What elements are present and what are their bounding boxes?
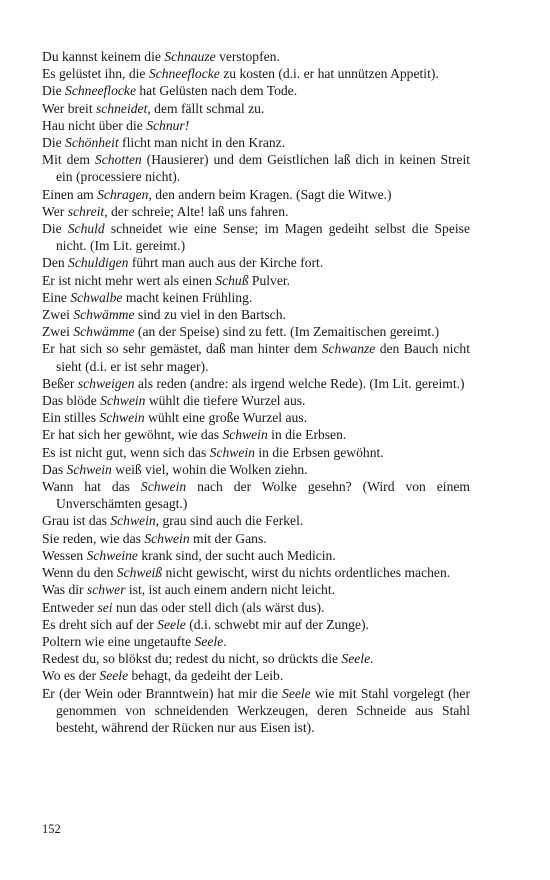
proverb-entry: Hau nicht über die Schnur! bbox=[42, 117, 190, 133]
proverb-entry: Es ist nicht gut, wenn sich das Schwein in die Erbsen gewöhnt. bbox=[42, 444, 384, 460]
proverb-entry: Mit dem Schotten (Hausierer) und dem Geistlichen laß dich in keinen Streit ein (processiere nicht). bbox=[42, 152, 471, 185]
proverb-entry: Er ist nicht mehr wert als einen Schuß Pulver. bbox=[42, 272, 291, 288]
proverb-entry: Das Schwein weiß viel, wohin die Wolken ziehn. bbox=[42, 461, 308, 477]
proverb-entry: Wann hat das Schwein nach der Wolke gesehn? (Wird von einem Unverschämten gesagt.) bbox=[42, 479, 470, 512]
proverb-entry: Zwei Schwämme (an der Speise) sind zu fett. (Im Zemaitischen gereimt.) bbox=[42, 324, 440, 340]
proverb-entry: Ein stilles Schwein wühlt eine große Wurzel aus. bbox=[42, 410, 307, 426]
proverb-entry: Einen am Schragen, den andern beim Kragen. (Sagt die Witwe.) bbox=[42, 186, 392, 202]
proverb-entry: Grau ist das Schwein, grau sind auch die Ferkel. bbox=[42, 513, 304, 529]
proverb-entry: Die Schönheit flicht man nicht in den Kranz. bbox=[42, 135, 286, 151]
proverb-entry: Es gelüstet ihn, die Schneeflocke zu kosten (d.i. er hat unnützen Appetit). bbox=[42, 66, 439, 82]
proverb-entry: Er (der Wein oder Branntwein) hat mir die Seele wie mit Stahl vorgelegt (her genommen von schneidenden Werkzeugen, deren Schneide aus Stahl besteht, während der Rücken nur aus Eisen ist). bbox=[42, 685, 470, 735]
proverb-entry: Redest du, so blökst du; redest du nicht, so drückts die Seele. bbox=[42, 651, 374, 667]
proverb-entry: Die Schuld schneidet wie eine Sense; im Magen gedeiht selbst die Speise nicht. (Im Lit. gereimt.) bbox=[42, 221, 470, 254]
page-number: 152 bbox=[42, 822, 61, 836]
proverb-entry: Das blöde Schwein wühlt die tiefere Wurzel aus. bbox=[42, 393, 306, 409]
proverb-entry: Poltern wie eine ungetaufte Seele. bbox=[42, 633, 227, 649]
proverb-entry: Er hat sich her gewöhnt, wie das Schwein in die Erbsen. bbox=[42, 427, 347, 443]
proverb-entry: Er hat sich so sehr gemästet, daß man hinter dem Schwanze den Bauch nicht sieht (d.i. er ist sehr mager). bbox=[42, 341, 470, 374]
proverb-entry: Entweder sei nun das oder stell dich (als wärst dus). bbox=[42, 599, 325, 615]
proverb-entry: Wenn du den Schweiß nicht gewischt, wirst du nichts ordentliches machen. bbox=[42, 565, 451, 581]
proverb-entry: Den Schuldigen führt man auch aus der Kirche fort. bbox=[42, 255, 324, 271]
proverb-entry: Wer schreit, der schreie; Alte! laß uns fahren. bbox=[42, 203, 289, 219]
proverb-entry: Eine Schwalbe macht keinen Frühling. bbox=[42, 289, 253, 305]
proverb-entry: Sie reden, wie das Schwein mit der Gans. bbox=[42, 530, 267, 546]
proverb-list bbox=[42, 48, 470, 736]
proverb-entry: Wer breit schneidet, dem fällt schmal zu. bbox=[42, 100, 265, 116]
proverb-entry: Es dreht sich auf der Seele (d.i. schwebt mir auf der Zunge). bbox=[42, 616, 369, 632]
proverb-entry: Beßer schweigen als reden (andre: als irgend welche Rede). (Im Lit. gereimt.) bbox=[42, 375, 465, 391]
proverb-entry: Die Schneeflocke hat Gelüsten nach dem Tode. bbox=[42, 83, 298, 99]
proverb-entry: Zwei Schwämme sind zu viel in den Bartsch. bbox=[42, 307, 286, 323]
proverb-entry: Wessen Schweine krank sind, der sucht auch Medicin. bbox=[42, 547, 336, 563]
proverb-entry: Du kannst keinem die Schnauze verstopfen. bbox=[42, 49, 280, 64]
proverb-entry: Wo es der Seele behagt, da gedeiht der Leib. bbox=[42, 668, 284, 684]
proverb-entry: Was dir schwer ist, ist auch einem andern nicht leicht. bbox=[42, 582, 335, 598]
